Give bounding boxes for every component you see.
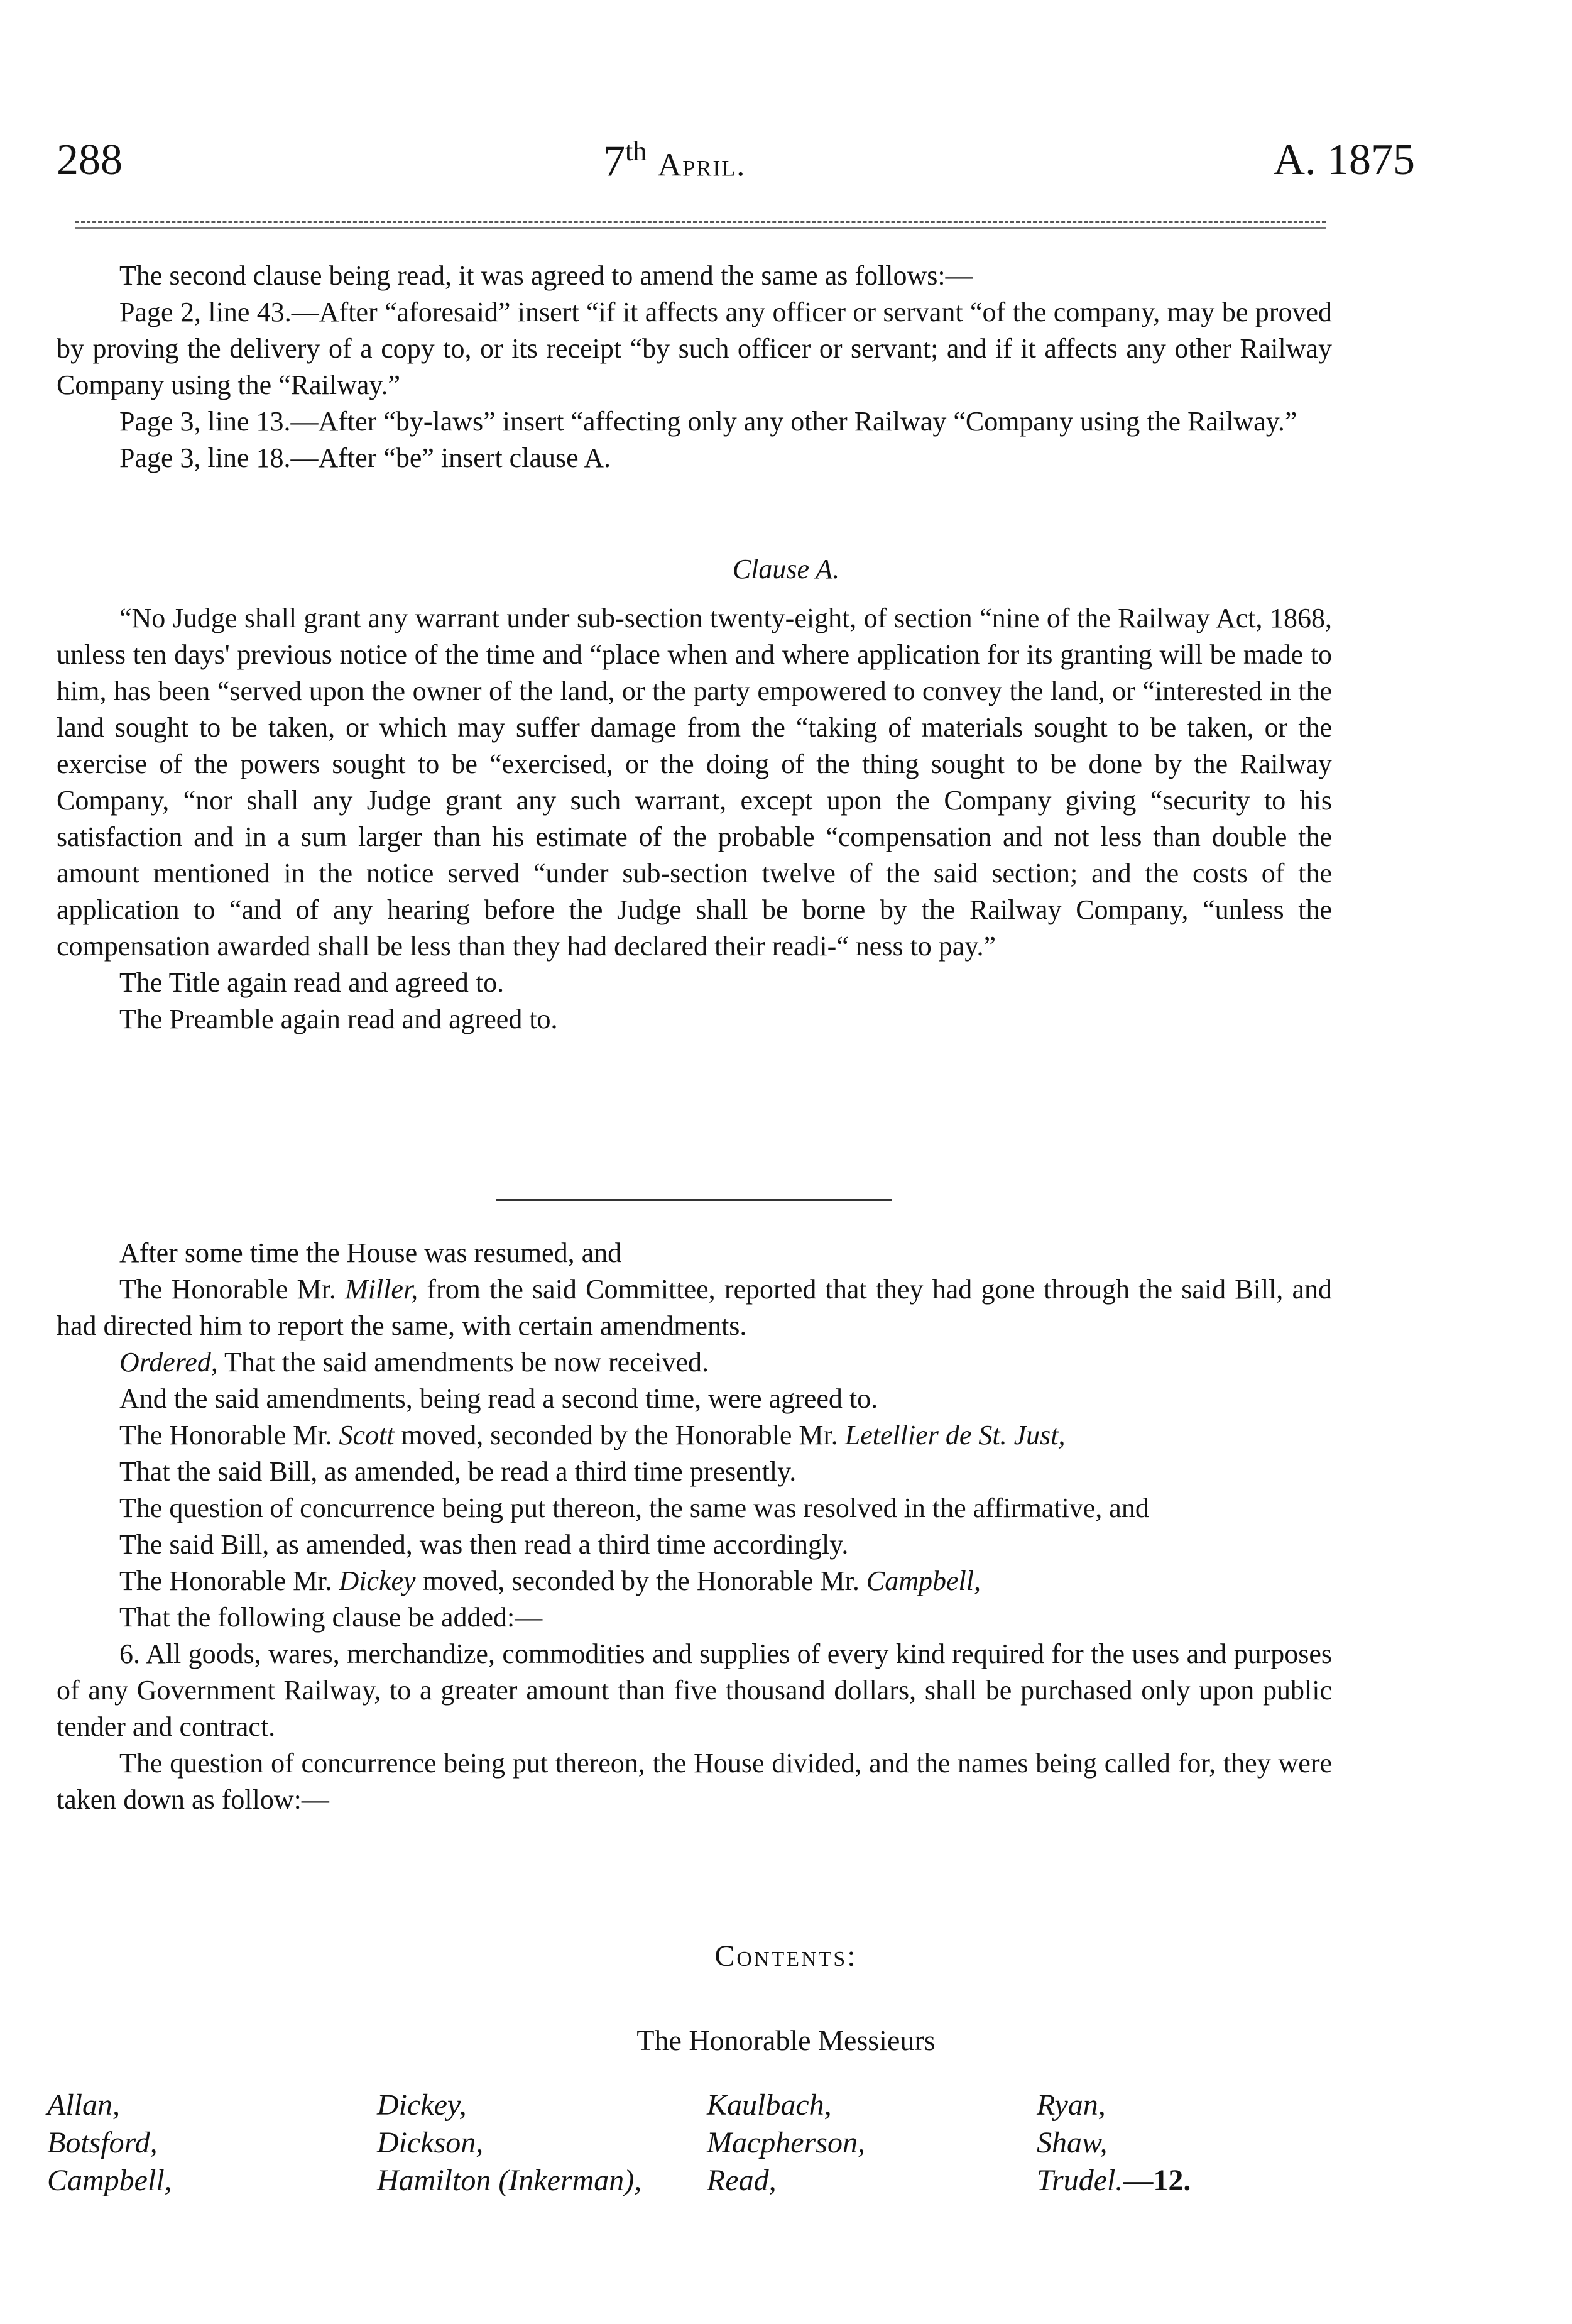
member-names xyxy=(47,2086,1367,2200)
paragraph: The Preamble again read and agreed to. xyxy=(119,1004,558,1034)
header-date xyxy=(603,135,746,187)
paragraph xyxy=(57,1417,1332,1454)
paragraph: The said Bill, as amended, was then read a third time accordingly. xyxy=(119,1529,849,1560)
member-name-last: Trudel. xyxy=(1037,2164,1123,2197)
page-number: 288 xyxy=(57,136,123,184)
clause-text: “No Judge shall grant any warrant under sub-section twenty-eight, of section “nine of the Railway Act, 1868, unless ten days' previous notice of the time and “place when and where application for its granting will be made to him, has been “served upon the owner of the land, or the party empowered to convey the land, or “interested in the land sought to be taken, or which may suffer damage from the “taking of materials sought to be taken, or the exercise of the powers sought to be “exercised, or the doing of the thing sought to be done by the Railway Company, “nor shall any Judge grant any such warrant, except upon the Company giving “security to his satisfaction and in a sum larger than his estimate of the probable “compensation and not less than double the amount mentioned in the notice served “under sub-section twelve of the said section; and the costs of the application to “and of any hearing before the Judge shall be borne by the Railway Company, “unless the compensation awarded shall be less than they had declared their readi-“ ness to pay.” xyxy=(57,603,1332,962)
paragraph: That the said Bill, as amended, be read a third time presently. xyxy=(119,1456,797,1487)
paragraph: Page 2, line 43.—After “aforesaid” insert “if it affects any officer or servant “of the company, may be proved by proving the delivery of a copy to, or its receipt “by such officer or servant; and if it affects any other Railway Company using the “Railway.” xyxy=(57,297,1332,400)
member-name: Allan, xyxy=(47,2088,120,2122)
member-name: Scott xyxy=(339,1420,395,1450)
member-name: Read, xyxy=(707,2164,777,2197)
names-column-1 xyxy=(47,2086,377,2200)
member-name: Campbell, xyxy=(47,2164,172,2197)
member-name: Dickson, xyxy=(377,2126,484,2159)
paragraph: Page 3, line 13.—After “by-laws” insert “affecting only any other Railway “Company using the Railway.” xyxy=(119,406,1297,437)
member-name: Miller, xyxy=(345,1274,418,1305)
paragraph xyxy=(57,1271,1332,1344)
header-rule-2 xyxy=(75,227,1326,229)
paragraph: The question of concurrence being put thereon, the same was resolved in the affirmative, and xyxy=(119,1493,1149,1523)
text-run: from the said Committee, reported that they had gone through the said Bill, and had directed him to report the same, with certain amendments. xyxy=(57,1274,1333,1341)
text-run: The Honorable Mr. xyxy=(119,1420,332,1450)
text-run: That the said amendments be now received. xyxy=(224,1347,709,1378)
paragraph: After some time the House was resumed, and xyxy=(119,1237,622,1268)
names-column-4 xyxy=(1037,2086,1351,2200)
ordered-label: Ordered, xyxy=(119,1347,218,1378)
header-year: A. 1875 xyxy=(1273,136,1415,184)
contents-heading: Contents: xyxy=(714,1939,858,1973)
paragraph xyxy=(57,1563,1332,1599)
text-run: moved, seconded by the Honorable Mr. xyxy=(422,1565,860,1596)
member-name: Dickey, xyxy=(377,2088,467,2122)
text-run: The Honorable Mr. xyxy=(119,1565,332,1596)
member-name: Dickey xyxy=(339,1565,416,1596)
page-header xyxy=(57,135,1415,204)
member-name: Hamilton (Inkerman), xyxy=(377,2164,642,2197)
member-name: Ryan, xyxy=(1037,2088,1106,2122)
date-suffix: th xyxy=(625,136,647,167)
paragraph: Page 3, line 18.—After “be” insert clause A. xyxy=(119,442,611,473)
member-name: Letellier de St. Just, xyxy=(844,1420,1066,1450)
member-name: Kaulbach, xyxy=(707,2088,832,2122)
date-day: 7 xyxy=(603,137,625,186)
member-name xyxy=(1037,2162,1351,2200)
paragraph: That the following clause be added:— xyxy=(119,1602,543,1633)
text-run: moved, seconded by the Honorable Mr. xyxy=(401,1420,838,1450)
text-run: The Honorable Mr. xyxy=(119,1274,336,1305)
member-name: Macpherson, xyxy=(707,2126,865,2159)
member-name: Botsford, xyxy=(47,2126,158,2159)
clause-block xyxy=(57,600,1332,1038)
member-name: Campbell, xyxy=(866,1565,981,1596)
amendments-block xyxy=(57,258,1332,476)
paragraph xyxy=(57,1344,1332,1381)
section-divider xyxy=(496,1199,892,1201)
names-column-3 xyxy=(707,2086,1037,2200)
paragraph: The question of concurrence being put thereon, the House divided, and the names being called for, they were taken down as follow:— xyxy=(57,1748,1332,1815)
paragraph: The second clause being read, it was agreed to amend the same as follows:— xyxy=(119,260,973,291)
paragraph: And the said amendments, being read a second time, were agreed to. xyxy=(119,1383,878,1414)
messieurs-heading: The Honorable Messieurs xyxy=(636,2024,936,2056)
clause-title: Clause A. xyxy=(732,554,840,584)
header-rule xyxy=(75,221,1326,223)
member-name: Shaw, xyxy=(1037,2126,1108,2159)
date-month: April. xyxy=(657,147,746,184)
names-column-2 xyxy=(377,2086,707,2200)
paragraph: 6. All goods, wares, merchandize, commodities and supplies of every kind required for the uses and purposes of any Government Railway, to a greater amount than five thousand dollars, shall be purchased only upon public tender and contract. xyxy=(57,1638,1332,1742)
paragraph: The Title again read and agreed to. xyxy=(119,967,505,998)
vote-total: —12. xyxy=(1123,2164,1191,2197)
proceedings-block xyxy=(57,1235,1332,1818)
